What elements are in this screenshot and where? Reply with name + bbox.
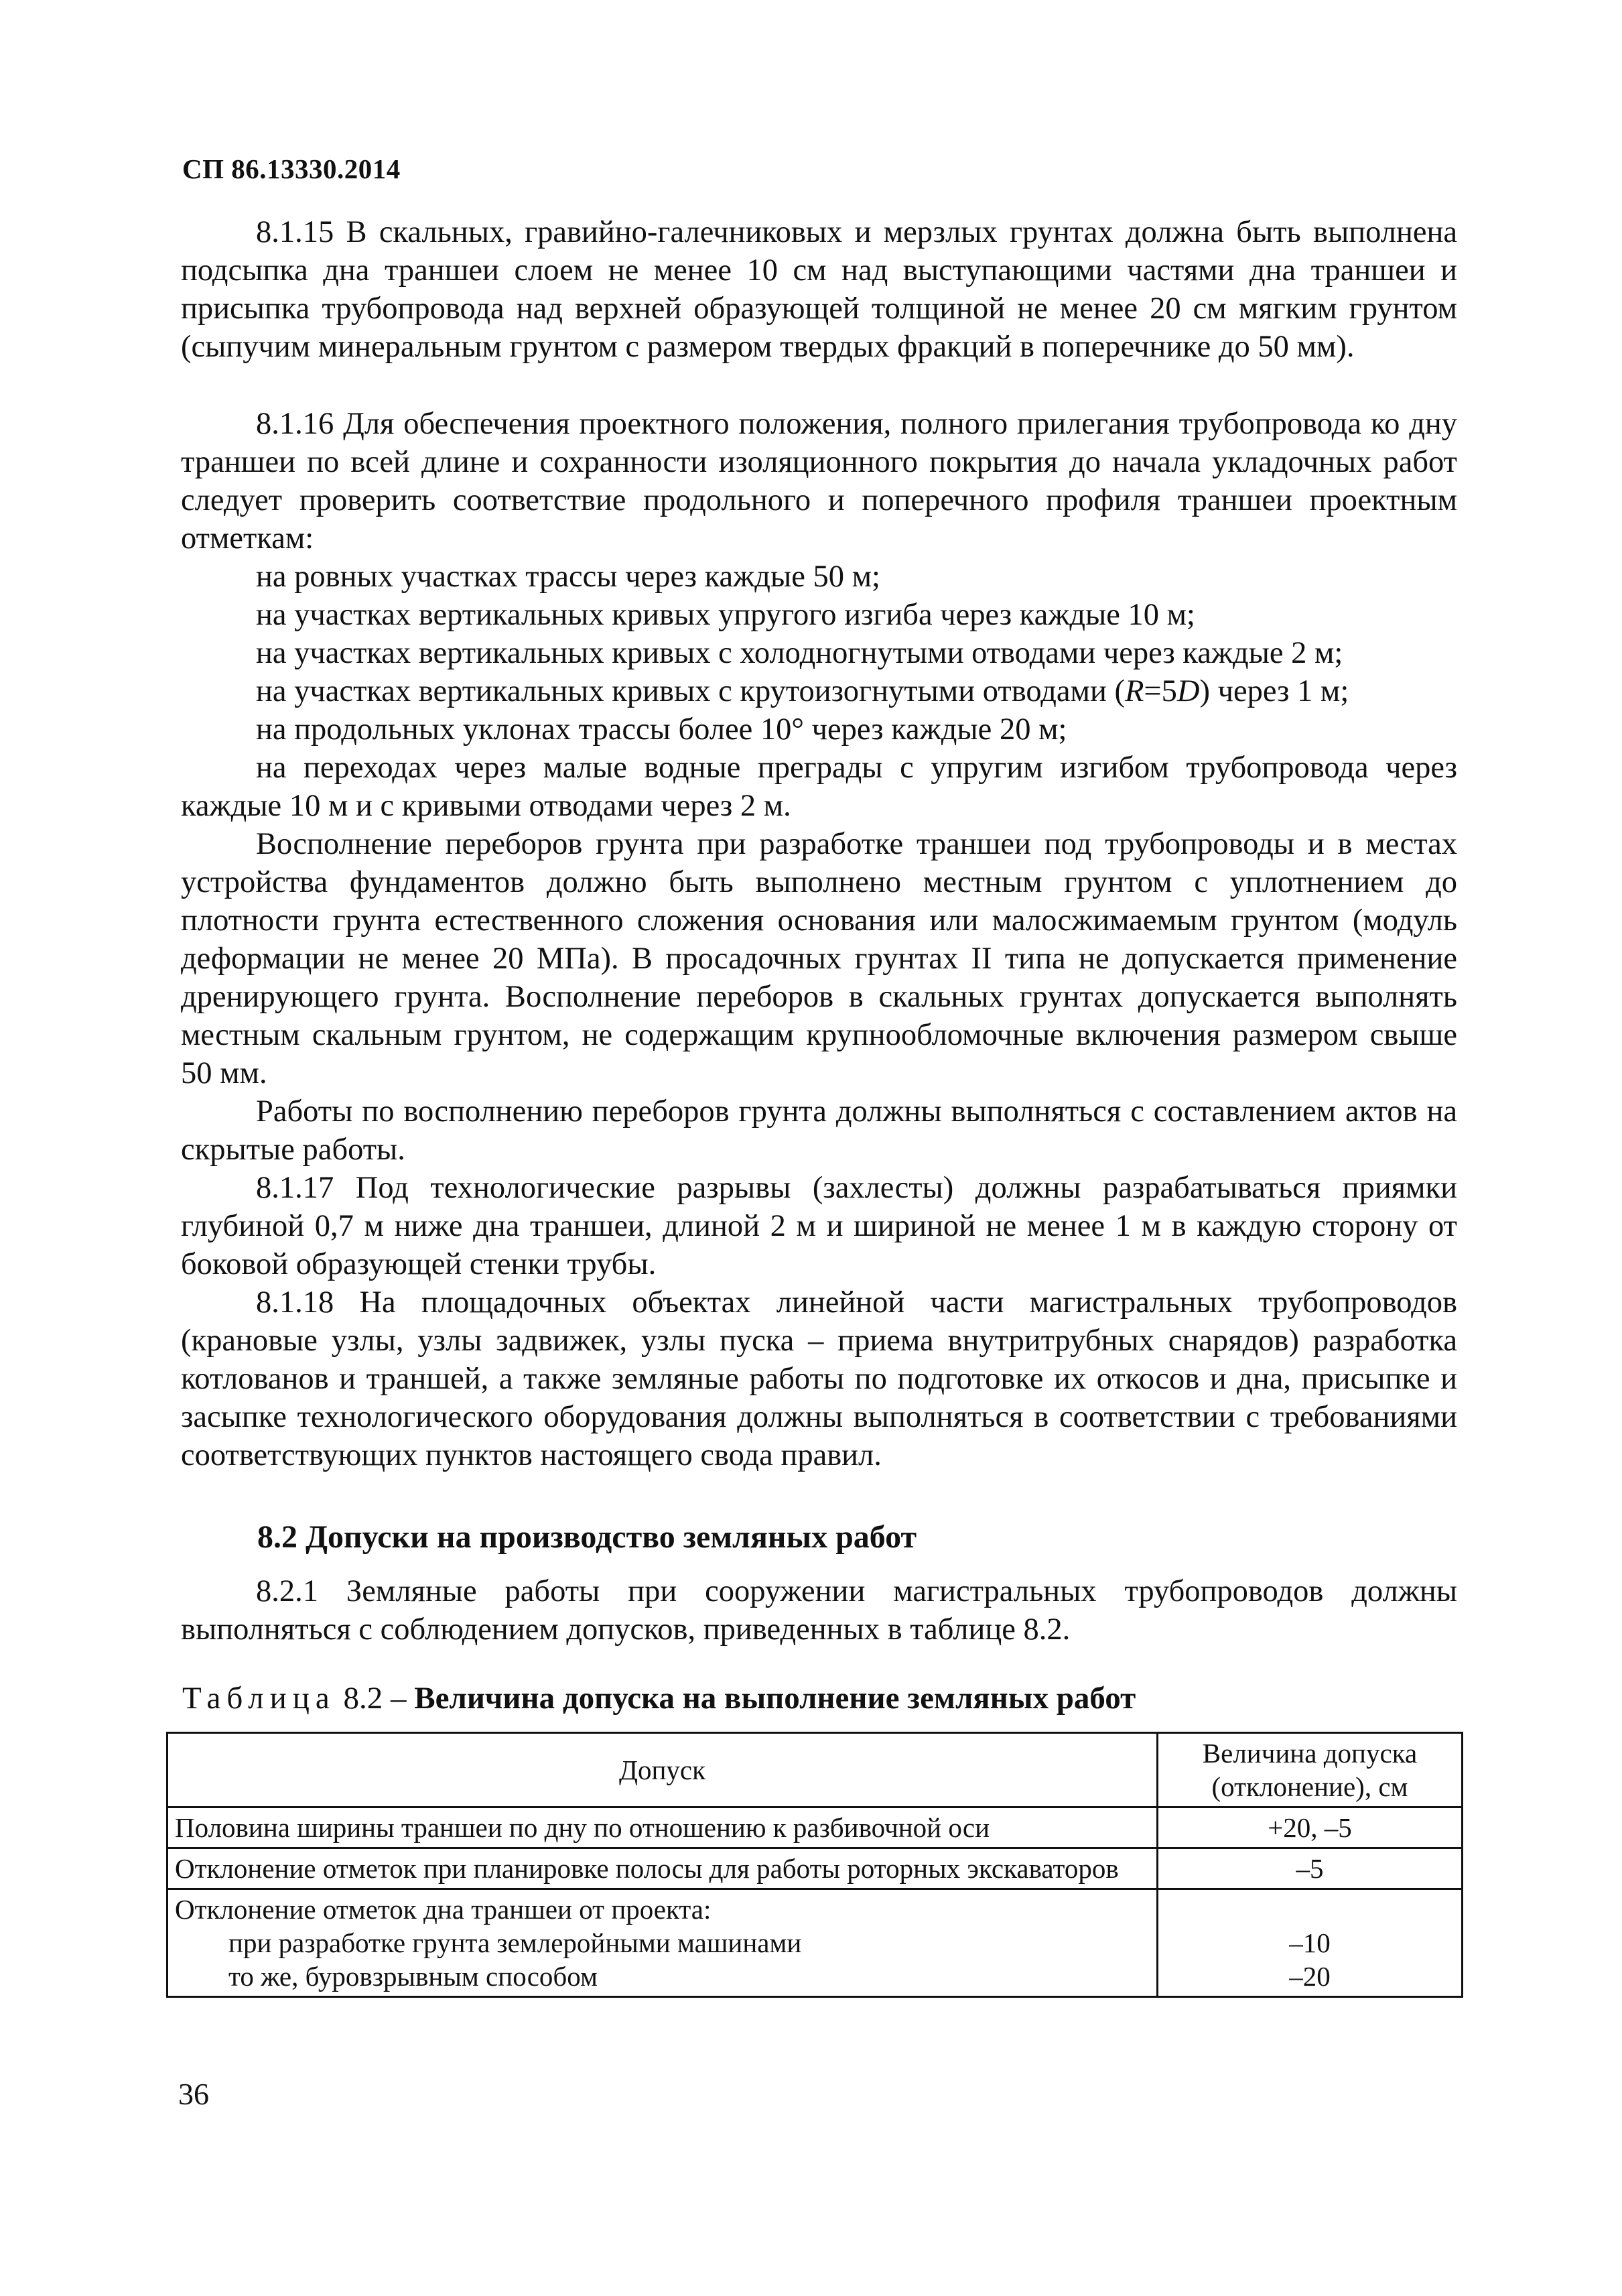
document-code: СП 86.13330.2014 — [182, 153, 401, 184]
table-subrow-text: при разработке грунта землеройными машинами — [228, 1927, 802, 1958]
paragraph-8-1-15: 8.1.15 В скальных, гравийно-галечниковых и мерзлых грунтах должна быть выполнена подсыпка дна траншеи слоем не менее 10 см над выступающими частями дна траншеи и присыпка трубопровода над верхней образующей толщиной не менее 20 см мягким грунтом (сыпучим минеральным грунтом с размером твердых фракций в поперечнике до 50 мм). — [181, 215, 1457, 364]
table-subrow-text: то же, буровзрывным способом — [228, 1961, 598, 1992]
table-row — [167, 1848, 1463, 1889]
list-item: на участках вертикальных кривых с холодногнутыми отводами через каждые 2 м; — [256, 636, 1343, 670]
list-item — [256, 672, 1462, 710]
list-item-text: на участках вертикальных кривых с крутоизогнутыми отводами ( — [256, 674, 1125, 708]
table-subrow-value: –20 — [1289, 1961, 1331, 1992]
tolerance-table — [166, 1732, 1463, 1998]
list-item: на продольных уклонах трассы более 10° через каждые 20 м; — [256, 712, 1067, 747]
table-cell — [1158, 1889, 1463, 1997]
page-number: 36 — [178, 2077, 209, 2111]
header-line: Величина допуска — [1202, 1738, 1418, 1769]
header-line: (отклонение), см — [1211, 1771, 1408, 1802]
paragraph-refill: Восполнение переборов грунта при разработке траншеи под трубопроводы и в местах устройства фундаментов должно быть выполнено местным грунтом с уплотнением до плотности грунта естественного сложения основания или малосжимаемым грунтом (модуль деформации не менее 20 МПа). В просадочных грунтах II типа не допускается применение дренирующего грунта. Восполнение переборов в скальных грунтах допускается выполнять местным скальным грунтом, не содержащим крупнообломочные включения размером свыше 50 мм. — [181, 827, 1457, 1090]
table-caption — [182, 1680, 1136, 1716]
table-header-tolerance: Допуск — [167, 1733, 1158, 1807]
section-heading: 8.2 Допуски на производство земляных работ — [257, 1519, 917, 1555]
table-caption-title: Величина допуска на выполнение земляных работ — [414, 1681, 1136, 1716]
table-row — [167, 1807, 1463, 1848]
table-header-value — [1158, 1733, 1463, 1807]
table-caption-word: Таблица — [182, 1681, 336, 1716]
paragraph-8-2-1: 8.2.1 Земляные работы при сооружении магистральных трубопроводов должны выполняться с соблюдением допусков, приведенных в таблице 8.2. — [181, 1574, 1457, 1647]
symbol-d: D — [1176, 674, 1200, 708]
table-cell: Половина ширины траншеи по дну по отношению к разбивочной оси — [167, 1807, 1158, 1848]
list-item: на переходах через малые водные преграды с упругим изгибом трубопровода через каждые 10 м и с кривыми отводами через 2 м. — [181, 751, 1457, 823]
table-row — [167, 1889, 1463, 1997]
paragraph-8-1-18: 8.1.18 На площадочных объектах линейной части магистральных трубопроводов (крановые узлы, узлы задвижек, узлы пуска – приема внутритрубных снарядов) разработка котлованов и траншей, а также земляные работы по подготовке их откосов и дна, присыпке и засыпке технологического оборудования должны выполняться в соответствии с требованиями соответствующих пунктов настоящего свода правил. — [181, 1285, 1457, 1472]
table-cell: –5 — [1158, 1848, 1463, 1889]
table-caption-number: 8.2 – — [335, 1681, 415, 1716]
paragraph-8-1-17: 8.1.17 Под технологические разрывы (захлесты) должны разрабатываться приямки глубиной 0,7 м ниже дна траншеи, длиной 2 м и шириной не менее 1 м в каждую сторону от боковой образующей стенки трубы. — [181, 1171, 1457, 1281]
list-item-text: =5 — [1144, 674, 1177, 708]
paragraph-acts: Работы по восполнению переборов грунта должны выполняться с составлением актов на скрытые работы. — [181, 1094, 1457, 1167]
list-item: на участках вертикальных кривых упругого изгиба через каждые 10 м; — [256, 598, 1195, 632]
table-cell — [167, 1889, 1158, 1997]
table-cell-text: Отклонение отметок дна траншеи от проекта: — [175, 1894, 712, 1925]
table-header-row — [167, 1733, 1463, 1807]
table-subrow-value: –10 — [1289, 1927, 1331, 1958]
list-item-text: ) через 1 м; — [1199, 674, 1349, 708]
symbol-r: R — [1124, 674, 1144, 708]
table-cell: Отклонение отметок при планировке полосы для работы роторных экскаваторов — [167, 1848, 1158, 1889]
table-cell: +20, –5 — [1158, 1807, 1463, 1848]
paragraph-8-1-16: 8.1.16 Для обеспечения проектного положения, полного прилегания трубопровода ко дну траншеи по всей длине и сохранности изоляционного покрытия до начала укладочных работ следует проверить соответствие продольного и поперечного профиля траншеи проектным отметкам: — [181, 407, 1457, 556]
list-item: на ровных участках трассы через каждые 50 м; — [256, 560, 880, 594]
